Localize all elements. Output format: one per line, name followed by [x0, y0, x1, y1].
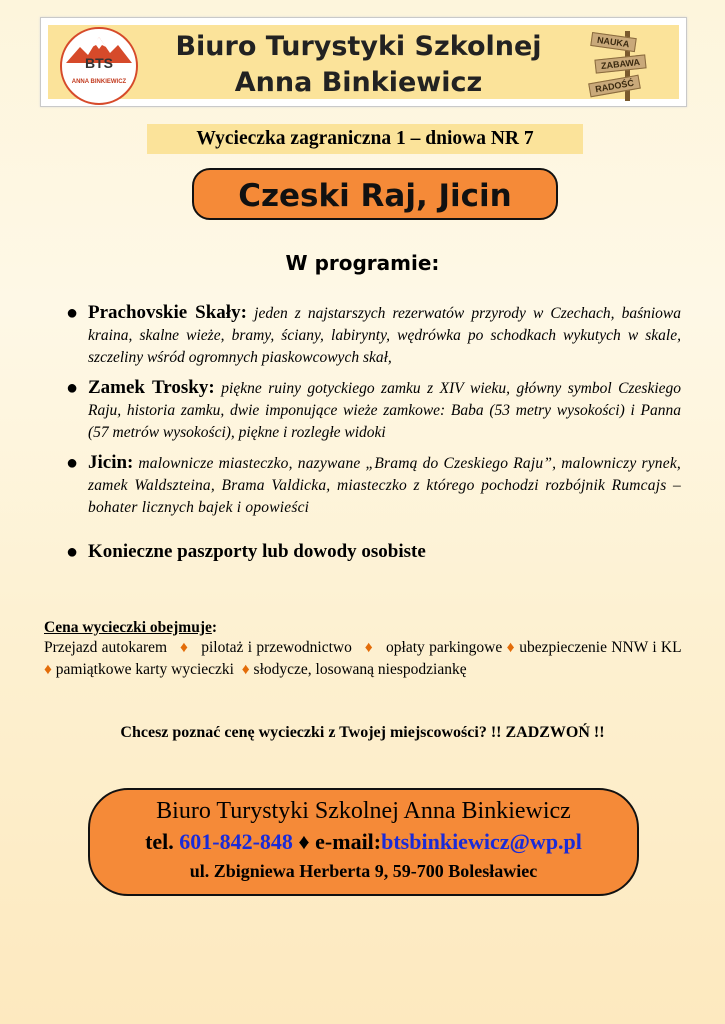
header-panel — [48, 25, 679, 99]
logo-subtext: ANNA BINKIEWICZ — [71, 79, 127, 85]
program-item-description: jeden z najstarszych rezerwatów przyrody w Czechach, baśniowa kraina, skalne wieże, bramy, ściany, labirynty, wędrówka po schodkach wykutych w skale, szczeliny wśród ogromnych piaskowcowych skał, — [88, 305, 682, 366]
sign-nauka: NAUKA — [590, 32, 636, 52]
price-items — [44, 637, 681, 681]
diamond-icon: ♦ — [179, 639, 189, 656]
email-link[interactable]: btsbinkiewicz@wp.pl — [381, 829, 582, 854]
price-heading: Cena wycieczki obejmuje — [44, 619, 212, 636]
logo-text: BTS — [85, 55, 113, 71]
header-title-line1: Biuro Turystyki Szkolnej — [175, 31, 542, 62]
sign-zabawa: ZABAWA — [594, 54, 646, 73]
signpost-image — [585, 27, 671, 103]
bullet-icon: ● — [66, 541, 79, 563]
trip-label: Wycieczka zagraniczna 1 – dniowa NR 7 — [147, 124, 583, 154]
price-item: pamiątkowe karty wycieczki — [55, 661, 234, 678]
header-banner — [40, 17, 687, 107]
contact-address: ul. Zbigniewa Herberta 9, 59-700 Bolesławiec — [189, 861, 538, 881]
program-list — [66, 302, 681, 563]
price-item: opłaty parkingowe — [386, 639, 503, 656]
diamond-icon: ♦ — [506, 639, 515, 656]
header-title-line2: Anna Binkiewicz — [234, 67, 483, 98]
call-to-action: Chcesz poznać cenę wycieczki z Twojej miejscowości? !! ZADZWOŃ !! — [120, 724, 605, 741]
header-title — [148, 29, 569, 101]
contact-phone-line — [90, 826, 637, 858]
program-item-documents — [66, 541, 681, 563]
contact-company: Biuro Turystyki Szkolnej Anna Binkiewicz — [156, 798, 571, 824]
program-item-title: Zamek Trosky: — [88, 377, 215, 398]
program-item-description: malownicze miasteczko, nazywane „Bramą do Czeskiego Raju”, malowniczy rynek, zamek Waldszteina, Brama Valdicka, miasteczko z którego pochodzi rozbójnik Rumcajs – bohater licznych bajek i opowieści — [88, 455, 681, 516]
bullet-icon: ● — [66, 377, 79, 399]
program-item-title: Jicin: — [88, 452, 134, 473]
diamond-icon: ♦ — [298, 829, 310, 854]
price-heading-colon: : — [211, 619, 218, 636]
program-heading: W programie: — [285, 251, 440, 275]
diamond-icon: ♦ — [364, 639, 374, 656]
contact-box — [88, 788, 639, 896]
price-section — [44, 619, 681, 681]
program-item-jicin — [66, 452, 681, 519]
program-item-prachovskie — [66, 302, 681, 369]
destination-title: Czeski Raj, Jicin — [192, 168, 558, 220]
email-label: e-mail: — [315, 829, 382, 854]
price-item: Przejazd autokarem — [44, 639, 168, 656]
price-item: słodycze, losowaną niespodziankę — [253, 661, 467, 678]
program-item-trosky — [66, 377, 681, 444]
diamond-icon: ♦ — [241, 661, 250, 678]
bullet-icon: ● — [66, 302, 79, 324]
program-item-title: Konieczne paszporty lub dowody osobiste — [88, 541, 426, 562]
program-item-title: Prachovskie Skały: — [88, 302, 247, 323]
diamond-icon: ♦ — [44, 661, 52, 678]
price-item: pilotaż i przewodnictwo — [201, 639, 352, 656]
price-item: ubezpieczenie NNW i KL — [519, 639, 682, 656]
bullet-icon: ● — [66, 452, 79, 474]
phone-label: tel. — [145, 829, 174, 854]
sign-radosc: RADOŚĆ — [588, 75, 641, 98]
bts-logo — [60, 27, 138, 105]
program-item-description: piękne ruiny gotyckiego zamku z XIV wieku, główny symbol Czeskiego Raju, historia zamku, dwie imponujące wieże zamkowe: Baba (53 metry wysokości) i Panna (57 metrów wysokości), piękne i rozległe widoki — [88, 380, 682, 441]
phone-number[interactable]: 601-842-848 — [179, 829, 293, 854]
